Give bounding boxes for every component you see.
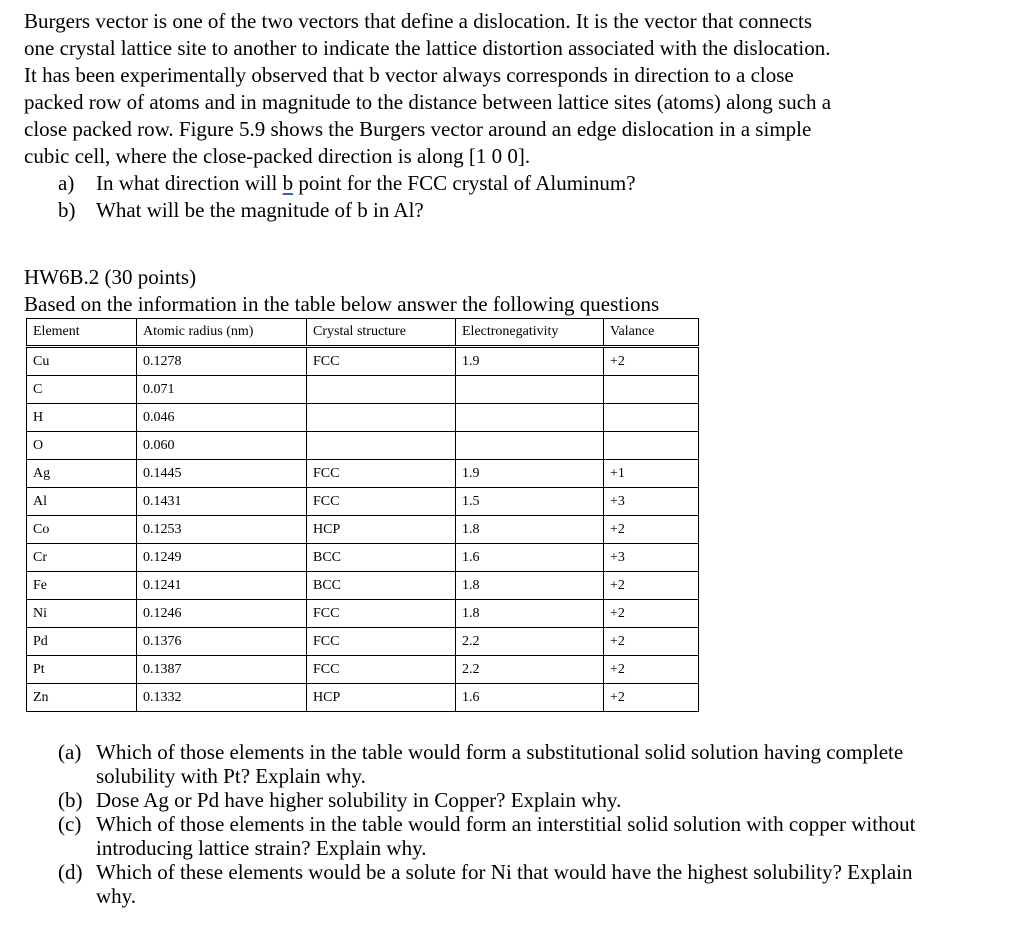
table-body [27,347,699,712]
burgers-question-a [58,170,1004,197]
table-cell: 1.8 [456,600,604,628]
document-page [24,8,1004,908]
table-cell [456,404,604,432]
question-line: solubility with Pt? Explain why. [96,764,366,788]
question-text-part: In what direction will [96,171,283,195]
question-line: introducing lattice strain? Explain why. [96,836,427,860]
table-cell: +3 [604,544,699,572]
question-marker: a) [58,171,75,195]
table-cell: 1.9 [456,347,604,376]
table-cell: 0.071 [137,376,307,404]
table-cell: +2 [604,628,699,656]
question-marker: (d) [58,860,83,884]
element-properties-table [26,318,699,712]
underlined-b: b [282,171,294,195]
table-cell: FCC [307,488,456,516]
table-cell: +2 [604,347,699,376]
table-cell: 0.060 [137,432,307,460]
table-cell: 0.1445 [137,460,307,488]
question-marker: b) [58,198,76,222]
table-cell: +2 [604,516,699,544]
column-header: Atomic radius (nm) [137,319,307,347]
intro-line: one crystal lattice site to another to indicate the lattice distortion associated with the dislocation. [24,36,831,60]
table-cell: FCC [307,347,456,376]
question-line: Which of those elements in the table would form a substitutional solid solution having complete [96,740,904,764]
table-cell: +2 [604,572,699,600]
table-cell: FCC [307,628,456,656]
table-cell: Co [27,516,137,544]
table-cell: Ag [27,460,137,488]
table-cell: HCP [307,684,456,712]
question-text [96,740,956,788]
table-cell: 1.6 [456,544,604,572]
table-cell: 0.1249 [137,544,307,572]
table-cell [307,432,456,460]
question-text: What will be the magnitude of b in Al? [96,198,424,222]
hw-title: HW6B.2 (30 points) [24,265,197,289]
table-row [27,432,699,460]
table-cell: 2.2 [456,656,604,684]
table-cell: Pd [27,628,137,656]
intro-line: close packed row. Figure 5.9 shows the Burgers vector around an edge dislocation in a simple [24,117,812,141]
table-cell: FCC [307,460,456,488]
table-row [27,600,699,628]
column-header: Electronegativity [456,319,604,347]
table-cell: FCC [307,600,456,628]
table-cell [307,376,456,404]
table-cell: +2 [604,600,699,628]
question-line: Dose Ag or Pd have higher solubility in Copper? Explain why. [96,788,622,812]
table-cell: Pt [27,656,137,684]
table-row [27,684,699,712]
question-text [96,170,636,197]
intro-line: packed row of atoms and in magnitude to the distance between lattice sites (atoms) along such a [24,90,832,114]
hw-intro: Based on the information in the table below answer the following questions [24,292,660,316]
question-line: Which of these elements would be a solute for Ni that would have the highest solubility? Explain [96,860,913,884]
table-cell: 0.1246 [137,600,307,628]
table-cell: +2 [604,656,699,684]
hw-question-a [58,740,1004,788]
table-row [27,572,699,600]
table-cell: 0.1241 [137,572,307,600]
column-header: Element [27,319,137,347]
table-cell: 0.046 [137,404,307,432]
question-marker: (c) [58,812,82,836]
table-cell: Cr [27,544,137,572]
table-cell: +2 [604,684,699,712]
table-cell [456,432,604,460]
table-cell: O [27,432,137,460]
question-text-part: point for the FCC crystal of Aluminum? [293,171,636,195]
table-cell: HCP [307,516,456,544]
table-row [27,460,699,488]
table-cell: 0.1332 [137,684,307,712]
table-cell: Zn [27,684,137,712]
table-cell [604,376,699,404]
table-row [27,628,699,656]
table-cell: 0.1253 [137,516,307,544]
table-cell: 0.1431 [137,488,307,516]
column-header: Valance [604,319,699,347]
table-cell: 1.9 [456,460,604,488]
hw-question-d [58,860,1004,908]
table-cell: 1.8 [456,516,604,544]
table-row [27,404,699,432]
table-cell: Ni [27,600,137,628]
table-cell: Fe [27,572,137,600]
question-marker: (a) [58,740,82,764]
table-cell [307,404,456,432]
table-cell: C [27,376,137,404]
table-cell [604,404,699,432]
table-cell: 1.6 [456,684,604,712]
table-cell: Al [27,488,137,516]
table-row [27,488,699,516]
table-row [27,347,699,376]
table-row [27,544,699,572]
table-cell [456,376,604,404]
table-row [27,376,699,404]
burgers-question-list [24,170,1004,224]
table-cell: H [27,404,137,432]
table-header-row [27,319,699,347]
table-cell: 1.5 [456,488,604,516]
table-cell [604,432,699,460]
hw-question-c [58,812,1004,860]
question-line: Which of those elements in the table would form an interstitial solid solution with copper without [96,812,916,836]
intro-line: Burgers vector is one of the two vectors that define a dislocation. It is the vector that connects [24,9,813,33]
table-cell: BCC [307,544,456,572]
table-cell: 2.2 [456,628,604,656]
question-text [96,860,956,908]
table-cell: 0.1387 [137,656,307,684]
column-header: Crystal structure [307,319,456,347]
table-cell: 0.1376 [137,628,307,656]
burgers-question-b [58,197,1004,224]
table-cell: 1.8 [456,572,604,600]
table-row [27,516,699,544]
table-cell: +1 [604,460,699,488]
table-cell: FCC [307,656,456,684]
table-cell: BCC [307,572,456,600]
table-cell: Cu [27,347,137,376]
question-marker: (b) [58,788,83,812]
intro-line: It has been experimentally observed that b vector always corresponds in direction to a close [24,63,794,87]
question-text [96,788,956,812]
hw-question-list [58,740,1004,908]
burgers-intro-paragraph [24,8,1004,170]
question-text [96,812,956,860]
table-row [27,656,699,684]
question-line: why. [96,884,137,908]
table-cell: +3 [604,488,699,516]
table-cell: 0.1278 [137,347,307,376]
intro-line: cubic cell, where the close-packed direction is along [1 0 0]. [24,144,531,168]
hw-question-b [58,788,1004,812]
